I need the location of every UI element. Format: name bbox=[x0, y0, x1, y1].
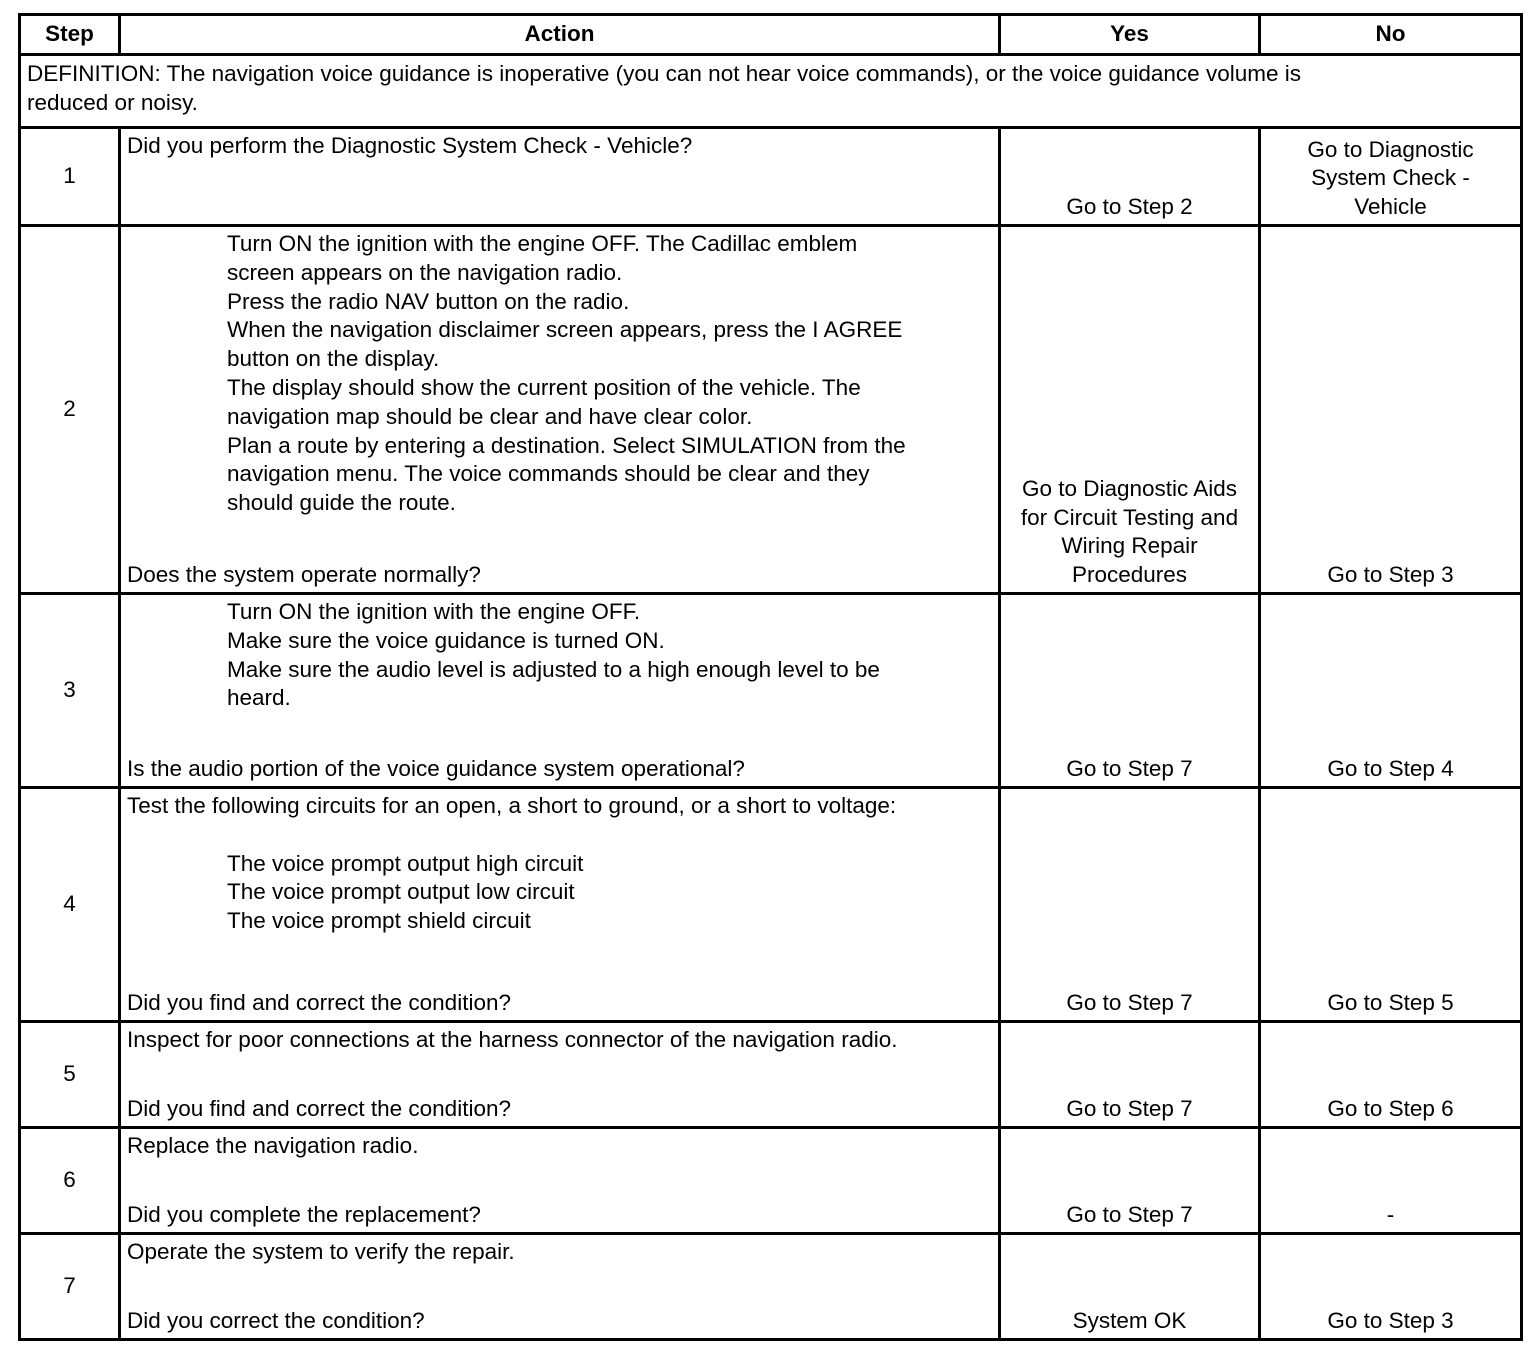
yes-cell bbox=[1000, 1022, 1260, 1128]
header-yes: Yes bbox=[1000, 15, 1260, 55]
action-step: Turn ON the ignition with the engine OFF. The Cadillac emblem bbox=[227, 231, 858, 256]
action-step: Press the radio NAV button on the radio. bbox=[227, 288, 630, 314]
action-text: Replace the navigation radio. bbox=[127, 1133, 419, 1158]
action-cell bbox=[120, 1128, 1000, 1234]
step-row bbox=[20, 788, 1522, 1022]
action-step: Make sure the audio level is adjusted to a high enough level to be bbox=[227, 656, 880, 682]
action-step: heard. bbox=[227, 685, 291, 711]
definition-cell bbox=[20, 55, 1522, 128]
action-text: Did you perform the Diagnostic System Check - Vehicle? bbox=[127, 133, 693, 158]
action-question: Does the system operate normally? bbox=[127, 562, 481, 588]
definition-row bbox=[20, 55, 1522, 128]
header-no: No bbox=[1260, 15, 1522, 55]
action-cell bbox=[120, 1234, 1000, 1340]
yes-cell bbox=[1000, 1234, 1260, 1340]
action-step: should guide the route. bbox=[227, 490, 456, 516]
step-row bbox=[20, 128, 1522, 226]
action-step: The display should show the current position of the vehicle. The bbox=[227, 374, 861, 400]
step-number: 1 bbox=[20, 128, 120, 226]
yes-text: Go to Step 2 bbox=[1066, 194, 1193, 220]
action-text: Inspect for poor connections at the harness connector of the navigation radio. bbox=[127, 1027, 898, 1052]
no-text: Go to Step 3 bbox=[1327, 562, 1454, 588]
action-cell bbox=[120, 128, 1000, 226]
no-text: Go to Step 4 bbox=[1327, 756, 1454, 782]
step-number: 5 bbox=[20, 1022, 120, 1128]
step-number: 4 bbox=[20, 788, 120, 1022]
action-cell bbox=[120, 226, 1000, 594]
no-cell bbox=[1260, 1022, 1522, 1128]
definition-line: reduced or noisy. bbox=[27, 89, 198, 115]
action-step: Plan a route by entering a destination. Select SIMULATION from the bbox=[227, 432, 906, 458]
action-step: When the navigation disclaimer screen appears, press the I AGREE bbox=[227, 317, 903, 343]
step-row bbox=[20, 1234, 1522, 1340]
no-cell bbox=[1260, 594, 1522, 788]
yes-text: Go to Step 7 bbox=[1066, 990, 1193, 1016]
step-row bbox=[20, 1022, 1522, 1128]
action-text: Test the following circuits for an open, a short to ground, or a short to voltage: bbox=[127, 793, 897, 818]
yes-text: Go to Step 7 bbox=[1066, 1202, 1193, 1228]
definition-line: DEFINITION: The navigation voice guidance is inoperative (you can not hear voice commands), or the voice guidance volume is bbox=[27, 61, 1301, 86]
action-text: Operate the system to verify the repair. bbox=[127, 1239, 515, 1264]
no-cell bbox=[1260, 1128, 1522, 1234]
yes-cell bbox=[1000, 1128, 1260, 1234]
action-step: button on the display. bbox=[227, 346, 440, 372]
no-text: - bbox=[1386, 1202, 1395, 1228]
action-cell bbox=[120, 1022, 1000, 1128]
circuit-list bbox=[127, 850, 990, 936]
step-number: 6 bbox=[20, 1128, 120, 1234]
header-action: Action bbox=[120, 15, 1000, 55]
step-number: 7 bbox=[20, 1234, 120, 1340]
action-steps bbox=[127, 598, 990, 713]
action-cell bbox=[120, 788, 1000, 1022]
yes-text: Go to Step 7 bbox=[1066, 756, 1193, 782]
yes-cell bbox=[1000, 788, 1260, 1022]
yes-text: Procedures bbox=[1071, 562, 1188, 588]
yes-text: System OK bbox=[1072, 1308, 1187, 1334]
no-cell bbox=[1260, 1234, 1522, 1340]
no-cell bbox=[1260, 788, 1522, 1022]
diagnostic-table bbox=[18, 13, 1523, 1341]
step-row bbox=[20, 1128, 1522, 1234]
circuit-item: The voice prompt output high circuit bbox=[227, 850, 584, 876]
no-cell bbox=[1260, 128, 1522, 226]
yes-cell bbox=[1000, 226, 1260, 594]
no-cell bbox=[1260, 226, 1522, 594]
yes-cell bbox=[1000, 128, 1260, 226]
action-question: Did you correct the condition? bbox=[127, 1308, 425, 1334]
circuit-item: The voice prompt output low circuit bbox=[227, 879, 575, 905]
action-question: Did you complete the replacement? bbox=[127, 1202, 481, 1228]
no-text: System Check - bbox=[1311, 165, 1470, 191]
yes-text: Wiring Repair bbox=[1061, 533, 1198, 559]
action-step: Make sure the voice guidance is turned ON. bbox=[227, 627, 665, 653]
no-text: Go to Diagnostic bbox=[1307, 136, 1474, 162]
action-question: Did you find and correct the condition? bbox=[127, 1096, 511, 1122]
no-text: Go to Step 5 bbox=[1327, 990, 1454, 1016]
action-cell bbox=[120, 594, 1000, 788]
circuit-item: The voice prompt shield circuit bbox=[227, 908, 531, 934]
no-text: Go to Step 6 bbox=[1327, 1096, 1454, 1122]
action-question: Is the audio portion of the voice guidance system operational? bbox=[127, 756, 745, 782]
yes-text: Go to Step 7 bbox=[1066, 1096, 1193, 1122]
step-row bbox=[20, 226, 1522, 594]
action-step: navigation map should be clear and have clear color. bbox=[227, 403, 753, 429]
step-number: 3 bbox=[20, 594, 120, 788]
step-number: 2 bbox=[20, 226, 120, 594]
action-steps bbox=[127, 230, 990, 518]
action-question: Did you find and correct the condition? bbox=[127, 990, 511, 1016]
action-step: navigation menu. The voice commands should be clear and they bbox=[227, 461, 870, 487]
no-text: Vehicle bbox=[1354, 194, 1427, 220]
action-step: Turn ON the ignition with the engine OFF. bbox=[227, 599, 641, 624]
yes-text: for Circuit Testing and bbox=[1020, 504, 1239, 530]
header-step: Step bbox=[20, 15, 120, 55]
action-step: screen appears on the navigation radio. bbox=[227, 259, 623, 285]
no-text: Go to Step 3 bbox=[1327, 1308, 1454, 1334]
step-row bbox=[20, 594, 1522, 788]
yes-cell bbox=[1000, 594, 1260, 788]
header-row bbox=[20, 15, 1522, 55]
yes-text: Go to Diagnostic Aids bbox=[1021, 475, 1238, 501]
